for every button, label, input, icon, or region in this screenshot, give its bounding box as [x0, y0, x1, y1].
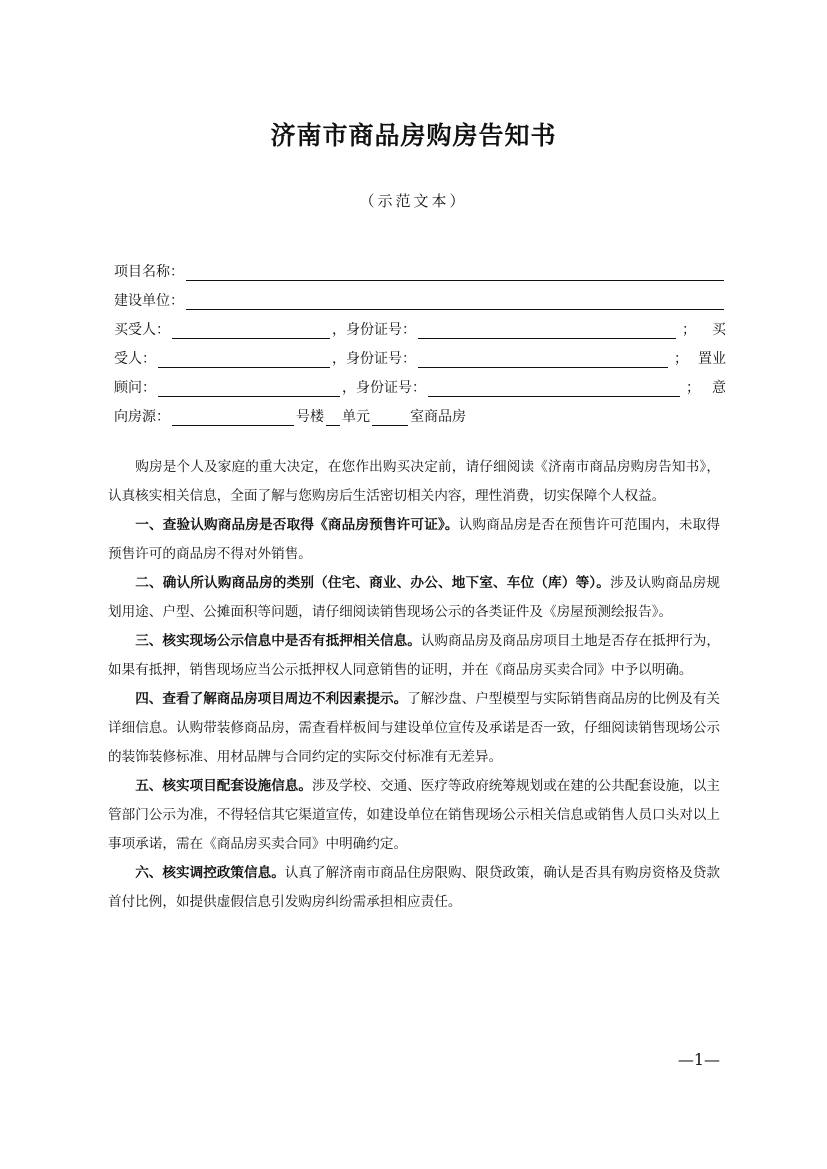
section-heading: 一、查验认购商品房是否取得《商品房预售许可证》。 — [135, 517, 459, 533]
room-suffix: 室商品房 — [410, 409, 466, 425]
separator: ； — [674, 351, 688, 367]
project-name-row — [114, 252, 726, 281]
section-paragraph — [108, 859, 720, 917]
room-input[interactable] — [372, 410, 408, 426]
buyer-id-label: ，身份证号： — [332, 322, 416, 338]
intro-paragraph: 购房是个人及家庭的重大决定，在您作出购买决定前，请仔细阅读《济南市商品房购房告知书》，认真核实相关信息，全面了解与您购房后生活密切相关内容，理性消费，切实保障个人权益。 — [108, 459, 720, 504]
property-row — [114, 397, 726, 426]
section-heading: 三、核实现场公示信息中是否有抵押相关信息。 — [135, 633, 421, 649]
section-text: 涉及学校、交通、医疗等政府统筹规划或在建的公共配套设施，以主管部门公示为准，不得轻信其它渠道宣传，如建设单位在销售现场公示相关信息或销售人员口头对以上事项承诺，需在《商品房买卖合同》中明确约定。 — [108, 778, 721, 852]
separator: ； — [682, 322, 696, 338]
section-text: 了解沙盘、户型模型与实际销售商品房的比例及有关详细信息。认购带装修商品房，需查看样板间与建设单位宣传及承诺是否一致，仔细阅读销售现场公示的装饰装修标准、用材品牌与合同约定的实际交付标准有无差异。 — [108, 691, 721, 765]
builder-label: 建设单位： — [114, 293, 184, 309]
agent-name-input[interactable] — [158, 381, 340, 397]
agent-row — [114, 368, 726, 397]
section-paragraph — [108, 772, 720, 859]
section-paragraph — [108, 627, 720, 685]
buyer-row-2 — [114, 339, 726, 368]
project-name-label: 项目名称： — [114, 264, 184, 280]
section-text: 认真了解济南市商品住房限购、限贷政策，确认是否具有购房资格及贷款首付比例，如提供虚假信息引发购房纠纷需承担相应责任。 — [108, 865, 721, 910]
section-heading: 二、确认所认购商品房的类别（住宅、商业、办公、地下室、车位（库）等）。 — [135, 575, 611, 591]
project-name-input[interactable] — [186, 265, 724, 281]
agent-label: 顾问： — [114, 380, 156, 396]
unit-suffix: 单元 — [342, 409, 370, 425]
page-number: —1— — [677, 1050, 720, 1069]
buyer-label: 买受人： — [114, 322, 170, 338]
property-label: 向房源： — [114, 409, 170, 425]
building-input[interactable] — [172, 410, 294, 426]
buyer-label-2: 受人： — [114, 351, 156, 367]
buyer-wrap-text: 买 — [712, 322, 726, 338]
agent-id-input[interactable] — [428, 381, 680, 397]
buyer2-id-input[interactable] — [418, 352, 668, 368]
building-suffix: 号楼 — [296, 409, 324, 425]
agent-wrap-text: 置业 — [698, 351, 726, 367]
section-text: 认购商品房及商品房项目土地是否存在抵押行为，如果有抵押，销售现场应当公示抵押权人同意销售的证明，并在《商品房买卖合同》中予以明确。 — [108, 633, 720, 678]
section-heading: 四、查看了解商品房项目周边不利因素提示。 — [135, 691, 408, 707]
document-subtitle: （示范文本） — [359, 192, 468, 210]
section-paragraph — [108, 511, 720, 569]
document-title: 济南市商品房购房告知书 — [270, 121, 557, 150]
builder-row — [114, 281, 726, 310]
section-text: 认购商品房是否在预售许可范围内，未取得预售许可的商品房不得对外销售。 — [108, 517, 721, 562]
separator: ； — [686, 380, 700, 396]
notice-body — [108, 453, 720, 917]
section-text: 涉及认购商品房规划用途、户型、公摊面积等问题，请仔细阅读销售现场公示的各类证件及《房屋预测绘报告》。 — [108, 575, 721, 620]
buyer2-id-label: ，身份证号： — [332, 351, 416, 367]
section-heading: 五、核实项目配套设施信息。 — [135, 778, 312, 794]
buyer2-name-input[interactable] — [158, 352, 330, 368]
section-paragraph — [108, 685, 720, 772]
section-heading: 六、核实调控政策信息。 — [135, 865, 285, 881]
buyer-row-1 — [114, 310, 726, 339]
buyer-id-input[interactable] — [418, 323, 676, 339]
intent-wrap-text: 意 — [712, 380, 726, 396]
agent-id-label: ，身份证号： — [342, 380, 426, 396]
unit-input[interactable] — [326, 410, 340, 426]
form-fields — [114, 252, 726, 426]
section-paragraph — [108, 569, 720, 627]
builder-input[interactable] — [186, 294, 724, 310]
buyer-name-input[interactable] — [172, 323, 330, 339]
